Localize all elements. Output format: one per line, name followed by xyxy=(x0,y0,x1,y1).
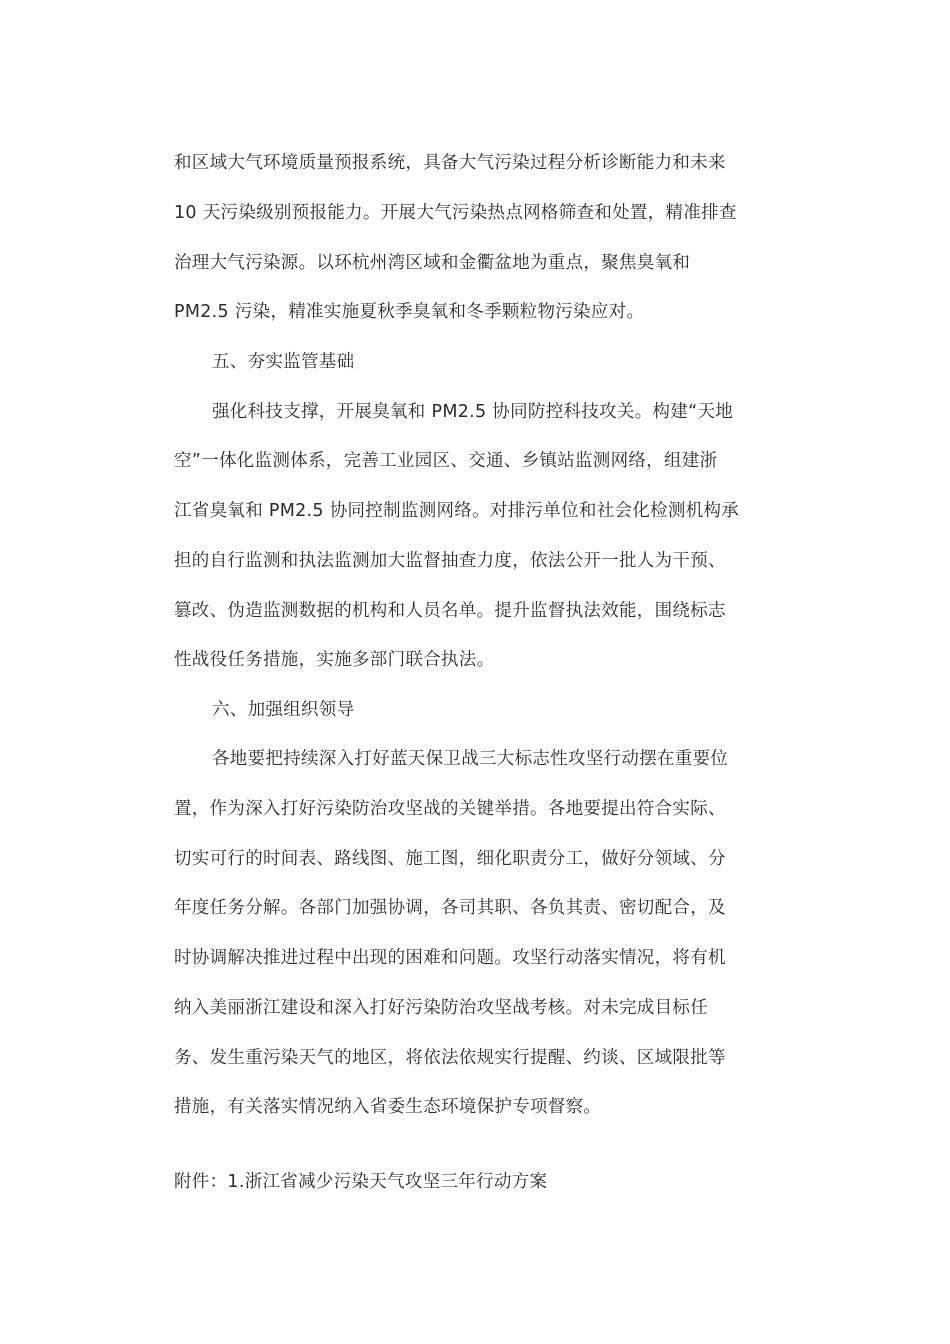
paragraph-line: 10 天污染级别预报能力。开展大气污染热点网格筛查和处置，精准排查 xyxy=(174,203,737,223)
paragraph-line: 篡改、伪造监测数据的机构和人员名单。提升监督执法效能，围绕标志 xyxy=(174,601,726,621)
paragraph-line: 空”一体化监测体系，完善工业园区、交通、乡镇站监测网络，组建浙 xyxy=(174,451,718,471)
paragraph-line: 担的自行监测和执法监测加大监督抽查力度，依法公开一批人为干预、 xyxy=(174,551,726,571)
section-heading: 五、夯实监管基础 xyxy=(212,352,355,372)
paragraph-line: 和区域大气环境质量预报系统，具备大气污染过程分析诊断能力和未来 xyxy=(174,153,726,173)
attachment-line: 附件：1.浙江省减少污染天气攻坚三年行动方案 xyxy=(174,1172,548,1192)
section-heading: 六、加强组织领导 xyxy=(212,700,355,720)
paragraph-line: 纳入美丽浙江建设和深入打好污染防治攻坚战考核。对未完成目标任 xyxy=(174,998,708,1018)
paragraph-line: 江省臭氧和 PM2.5 协同控制监测网络。对排污单位和社会化检测机构承 xyxy=(174,501,740,521)
paragraph-line: 年度任务分解。各部门加强协调，各司其职、各负其责、密切配合，及 xyxy=(174,898,726,918)
paragraph-line: 治理大气污染源。以环杭州湾区域和金衢盆地为重点，聚焦臭氧和 xyxy=(174,253,691,273)
paragraph-line: 务、发生重污染天气的地区，将依法依规实行提醒、约谈、区域限批等 xyxy=(174,1048,726,1068)
paragraph-line: 置，作为深入打好污染防治攻坚战的关键举措。各地要提出符合实际、 xyxy=(174,799,726,819)
paragraph-line: 时协调解决推进过程中出现的困难和问题。攻坚行动落实情况，将有机 xyxy=(174,948,726,968)
paragraph-line: 强化科技支撑，开展臭氧和 PM2.5 协同防控科技攻关。构建“天地 xyxy=(212,402,734,422)
paragraph-line: 切实可行的时间表、路线图、施工图，细化职责分工，做好分领域、分 xyxy=(174,849,726,869)
paragraph-line: 性战役任务措施，实施多部门联合执法。 xyxy=(174,650,495,670)
paragraph-line: 各地要把持续深入打好蓝天保卫战三大标志性攻坚行动摆在重要位 xyxy=(212,749,729,769)
paragraph-line: PM2.5 污染，精准实施夏秋季臭氧和冬季颗粒物污染应对。 xyxy=(174,302,645,322)
paragraph-line: 措施，有关落实情况纳入省委生态环境保护专项督察。 xyxy=(174,1097,602,1117)
